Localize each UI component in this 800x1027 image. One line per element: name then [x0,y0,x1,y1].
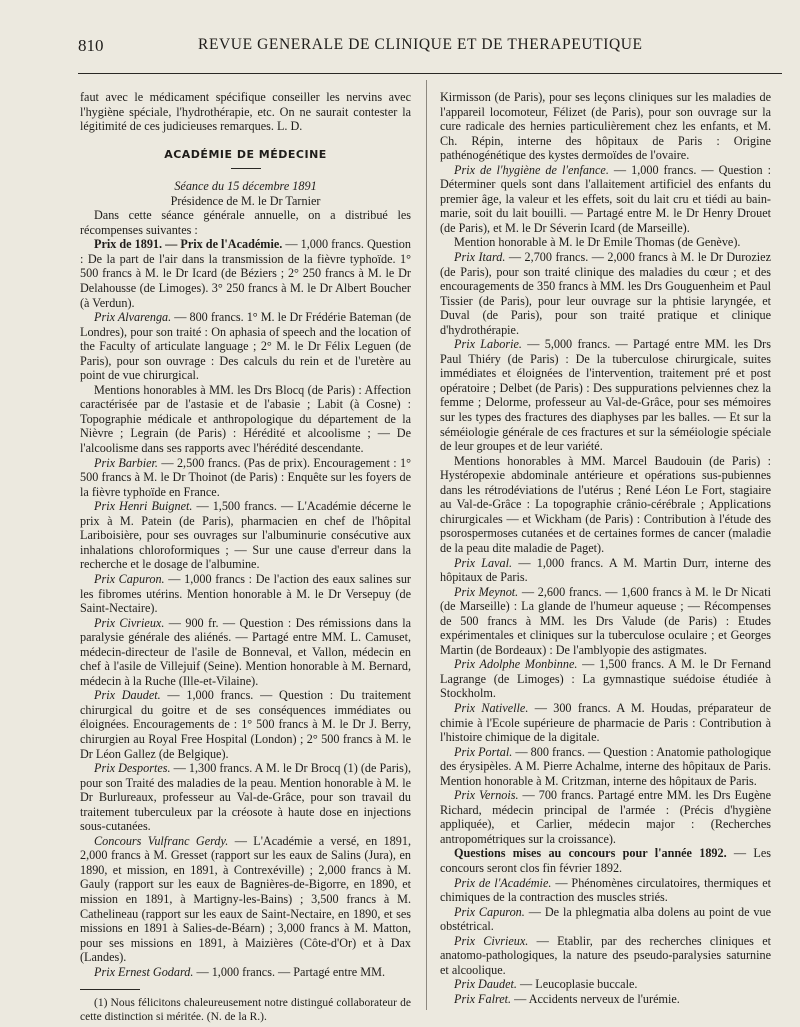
prize-text: — 1,000 francs. A M. Martin Durr, interne des hôpitaux de Paris. [440,555,772,585]
prize-entry [440,934,771,978]
page-header [78,36,778,62]
section-rule [231,168,261,169]
prize-text: — Etablir, par des recherches cliniques et anatomo-pathologiques, la nature des pseudo-paralysies saturnine et alcoolique. [440,933,771,977]
prize-text: — 1,000 francs. — Partagé entre MM. [193,964,385,979]
paragraph: Dans cette séance générale annuelle, on a distribué les récompenses suivantes : [80,208,411,237]
prize-text: — 2,500 francs. (Pas de prix). Encouragement : 1° 500 francs à M. le Dr Thoinot (de Paris) : Enquête sur les foyers de la fièvre typhoïde en France. [80,455,411,499]
prize-entry [80,965,411,980]
prize-name: Prix Meynot. [454,584,519,599]
prize-name: Prix Henri Buignet. [94,499,193,514]
prize-text: — 900 fr. — Question : Des rémissions dans la paralysie générale des aliénés. — Partagé entre MM. L. Camuset, médecin-directeur de l'asile de Bonneval, et Vallon, médecin en chef à l'asile de Villejuif (Seine). Mention honorable à M. Bernard, médecin à la Ruche (Ille-et-Vilaine). [80,615,412,688]
prize-text: — L'Académie a versé, en 1891, 2,000 francs à M. Gresset (rapport sur les eaux de Salins (Jura), en 1890, et mission, en 1891, à Contrexéville) ; 2,000 francs à M. Gauly (rapport sur les eaux de Bagnières-de-Bigorre, en 1890, et mission en 1891, à Martigny-les-Bains) ; 3,500 francs à M. Cathelineau (rapport sur les eaux de Saint-Nectaire, en 1890, et ses missions en 1891 à Salies-de-Béarn) ; 3,000 francs à M. Matton, pour ses missions en 1891, à Maizières (Côte-d'Or) et à Dax (Landes). [80,833,411,965]
prize-entry [440,788,771,846]
column-divider [426,80,427,1010]
footnote-rule [80,989,140,990]
prize-name: Prix Daudet. [454,977,517,992]
prize-entry [440,977,771,992]
prize-name: Prix Portal. [454,744,513,759]
prize-name: Prix Civrieux. [454,933,529,948]
section-lead: Questions mises au concours pour l'année 1892. [454,846,727,861]
prize-text: — 800 francs. — Question : Anatomie pathologique des érysipèles. A M. Pierre Achalme, interne des hôpitaux de Paris. Mention honorable à M. Critzman, interne des hôpitaux de Paris. [440,744,771,788]
prize-text: — De la phlegmatia alba dolens au point de vue obstétrical. [440,904,771,934]
header-rule [78,73,782,74]
paragraph: Kirmisson (de Paris), pour ses leçons cliniques sur les maladies de l'appareil locomoteur, Félizet (de Paris), pour son ouvrage sur la cure radicale des hernies particulièrement chez les enfants, et M. Ch. Répin, interne des hôpitaux de Paris : Origine pathénogénétique des kystes dermoïdes de l'ovaire. [440,90,771,163]
prize-entry [80,310,411,383]
prize-entry [440,337,771,453]
paragraph: Mentions honorables à MM. les Drs Blocq (de Paris) : Affection caractérisée par de l'astasie et de l'abasie ; Labit (à Cosne) : Topographie médicale et anthropologique du département de la Nièvre ; Legrain (de Paris) : Hérédité et alcoolisme ; — De l'alcoolisme dans ses rapports avec l'hérédité descendante. [80,382,411,456]
left-column [80,90,411,1024]
footnote: (1) Nous félicitons chaleureusement notre distingué collaborateur de cette distinction si méritée. (N. de la R.). [80,997,411,1024]
prize-text: — 1,000 francs. — Question : Déterminer quels sont dans l'allaitement artificiel des enfants du premier âge, la valeur et les effets, soit du lait cru et tiédi au bain-marie, soit du lait bouilli. — Partagé entre M. le Dr Henry Drouet (de Paris), et M. le Dr Séverin Icard (de Marseille). [440,162,772,235]
prize-name: Prix Capuron. [454,904,525,919]
prize-entry [80,499,411,572]
prize-entry [440,250,771,337]
prize-name: Prix Falret. [454,991,512,1006]
prize-text: — Phénomènes circulatoires, thermiques et chimiques de la contraction des muscles striés. [440,875,771,905]
prize-name: Prix Nativelle. [454,700,529,715]
prize-text: — 1,000 francs. — Question : Du traitement chirurgical du goitre et de ses conséquences immédiates ou éloignées. Encouragements de : 1° 500 francs à M. le Dr J. Berry, chirurgien au Royal Free Hospital (London) ; 2° 500 francs à M. le Dr Léon Gallez (de Belgique). [80,688,411,761]
prize-name: Prix Laval. [454,555,513,570]
paragraph: Mention honorable à M. le Dr Emile Thomas (de Genève). [454,235,741,250]
prize-entry [440,992,771,1007]
prize-text: — 800 francs. 1° M. le Dr Frédérie Bateman (de Londres), pour son traité : On aphasia of speech and the location of the Faculty of articulate language ; 2° M. le Dr Félix Leguen (de Paris), pour son ouvrage : Des calculs du rein et de l'uretère au point de vue chirurgical. [80,310,412,383]
prize-text: — Accidents nerveux de l'urémie. [511,991,680,1006]
prize-text: — 2,600 francs. — 1,600 francs à M. le Dr Nicati (de Marseille) : La glande de l'humeur aqueuse ; — Récompenses de 500 francs à MM. les Drs Valude (de Paris) : Etudes expérimentales et cliniques sur la tuberculose oculaire ; et Georges Martin (de Bordeaux) : De l'amblyopie des astigmates. [440,584,771,657]
seance-date: Séance du 15 décembre 1891 [174,179,317,194]
section-title: ACADÉMIE DE MÉDECINE [164,147,327,161]
prize-text: — 1,300 francs. A M. le Dr Brocq (1) (de Paris), pour son Traité des maladies de la peau. Mention honorable à M. le Dr Burlureaux, professeur au Val-de-Grâce, pour son travail du traitement tuberculeux par la créosote à haute dose en injections sous-cutanées. [80,761,411,834]
running-title: REVUE GENERALE DE CLINIQUE ET DE THERAPEUTIQUE [198,36,643,53]
prize-text: — 700 francs. Partagé entre MM. les Drs Eugène Richard, médecin principal de l'armée : (Précis d'hygiène appliquée), et Carlier, médecin major : (Recherches antropométriques sur la croissance). [440,788,771,846]
prize-text: — 300 francs. A M. Houdas, préparateur de chimie à l'Ecole supérieure de pharmacie de Paris : Contribution à l'histoire chimique de la digitale. [440,700,771,745]
prize-text: — 1,500 francs. A M. le Dr Fernand Lagrange (de Limoges) : La gymnastique suédoise étudiée à Stockholm. [440,657,771,701]
prize-entry [80,572,411,616]
prize-name: Concours Vulfranc Gerdy. [94,833,229,848]
prize-text: — 1,000 francs. Question : De la part de l'air dans la transmission de la fièvre typhoïde. 1° 500 francs à M. le Dr Icard (de Béziers ; 2° 250 francs à M. le Dr Delahousse (de Limoges). 3° 250 francs à M. le Dr Albert Boucher (à Verdun). [80,237,411,310]
prize-entry [80,237,411,310]
prize-name: Prix Alvarenga. [94,310,172,325]
prize-text: — 1,000 francs : De l'action des eaux salines sur les fibromes utérins. Mention honorable à M. le Dr Versepuy (de Saint-Nectaire). [80,571,411,616]
prize-name: Prix Vernois. [454,788,519,803]
page-number: 810 [78,36,104,55]
paragraph: Mentions honorables à MM. Marcel Baudouin (de Paris) : Hystéropexie abdominale antérieure et opérations sus-pubiennes dans les rétrodéviations de l'utérus ; René Léon Le Fort, stagiaire au Val-de-Grâce : La topographie crânio-cérébrale ; Applications chirurgicales — et Wickham (de Paris) : Contribution à l'étude des psorospermoses cutanées et de certaines formes de cancer (maladie de la peau dite maladie de Paget). [440,453,771,555]
prize-name: Prix Civrieux. [94,615,165,630]
prize-text: — Les concours seront clos fin février 1892. [440,846,771,875]
prize-text: — Leucoplasie buccale. [516,977,638,992]
prize-text: — 1,500 francs. — L'Académie décerne le prix à M. Patein (de Paris), pharmacien en chef de l'hôpital Lariboisière, pour ses ouvrages sur l'albuminurie consécutive aux inhalations chloroformiques ; — Sur une cause d'erreur dans la recherche et le dosage de l'albumine. [80,499,411,572]
prize-entry [80,616,411,689]
prize-entry [80,456,411,500]
right-column [440,90,771,1006]
prize-name: Prix Ernest Godard. [94,964,194,979]
prize-name: Prix Desportes. [94,761,171,776]
prize-text: — 5,000 francs. — Partagé entre MM. les Drs Paul Thiéry (de Paris) : De la tuberculose chirurgicale, suites immédiates et éloignées de l'intervention, traitement pré et post opératoire ; Delbet (de Paris) : Des suppurations pelviennes chez la femme ; Delorme, professeur au Val-de-Grâce, pour ses mémoires sur les types des fractures des diaphyses par les balles. — Et sur la séméiologie générale de ces fractures et sur la séméiologie spéciale de leur groupes et de leur variété. [440,337,771,454]
paragraph: faut avec le médicament spécifique conseiller les nervins avec l'hygiène spéciale, l'hydrothérapie, etc. On ne saurait contester la légitimité de ces judicieuses remarques. L. D. [80,90,411,134]
prize-entry [440,657,771,701]
prize-entry [80,834,411,965]
prize-entry [440,905,771,934]
prize-entry [440,585,771,658]
prize-entry [440,846,771,875]
prize-name: Prix Itard. [454,250,506,265]
prize-entry [80,761,411,834]
prize-entry [80,688,411,761]
prize-name: Prix Adolphe Monbinne. [454,657,578,672]
prize-name: Prix de 1891. — Prix de l'Académie. [94,237,283,252]
prize-name: Prix de l'hygiène de l'enfance. [454,162,609,177]
prize-name: Prix Capuron. [94,571,165,586]
prize-entry [440,163,771,236]
prize-text: — 2,700 francs. — 2,000 francs à M. le Dr Duroziez (de Paris), pour son traité clinique des maladies du cœur ; et des encouragements de 350 francs à MM. les Drs Gouguenheim et Paul Tissier (de Paris), pour leur ouvrage sur la phtisie laryngée, et Duval (de Paris), pour son traité pratique et clinique d'hydrothérapie. [440,250,771,337]
prize-name: Prix Barbier. [94,455,158,470]
prize-name: Prix Daudet. [94,688,161,703]
prize-name: Prix Laborie. [454,337,522,352]
prize-entry [440,701,771,745]
prize-entry [440,876,771,905]
presidence: Présidence de M. le Dr Tarnier [170,193,321,208]
prize-entry [440,745,771,789]
prize-name: Prix de l'Académie. [454,875,552,890]
prize-entry [440,556,771,585]
